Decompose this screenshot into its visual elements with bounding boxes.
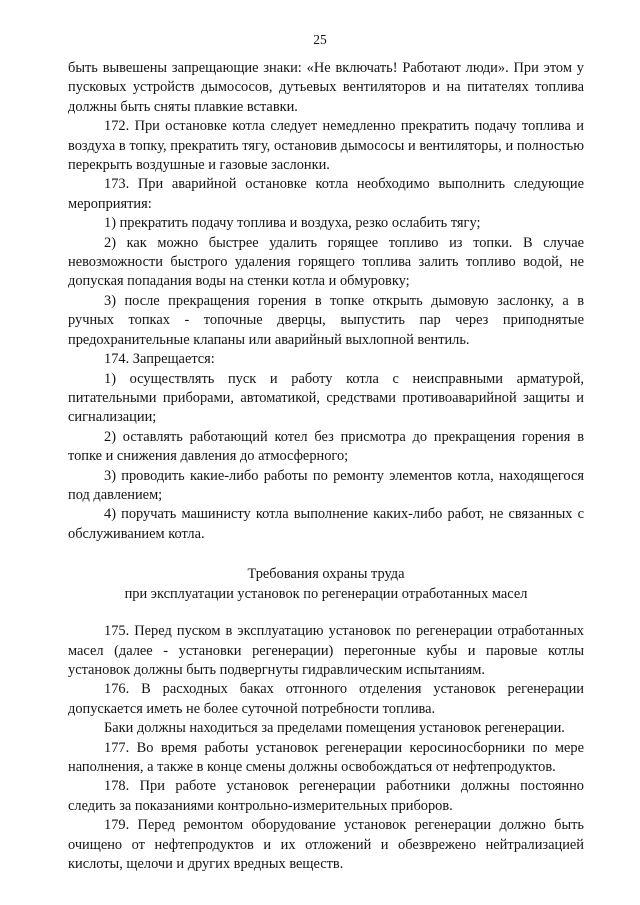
list-item: 3) после прекращения горения в топке открыть дымовую заслонку, а в ручных топках - топочные дверцы, выпустить пар через приподнятые предохранительные клапаны или аварийный выхлопной вентиль. [68,292,584,348]
paragraph-174: 174. Запрещается: [104,351,215,368]
list-item: 1) осуществлять пуск и работу котла с неисправными арматурой, питательными приборами, автоматикой, средствами противоаварийной защиты и сигнализации; [68,370,584,426]
list-item: 4) поручать машинисту котла выполнение каких-либо работ, не связанных с обслуживанием котла. [68,506,584,542]
section-subheading: при эксплуатации установок по регенерации отработанных масел [124,586,528,603]
document-body [68,59,584,874]
list-item: 3) проводить какие-либо работы по ремонту элементов котла, находящегося под давлением; [68,467,584,503]
list-item: 2) как можно быстрее удалить горящее топливо из топки. В случае невозможности быстрого удаления горящего топлива залить топливо водой, не допуская попадания воды на стенки котла и обмуровку; [68,234,584,290]
paragraph: Баки должны находиться за пределами помещения установок регенерации. [104,720,565,737]
paragraph-175: 175. Перед пуском в эксплуатацию установок по регенерации отработанных масел (далее - установки регенерации) перегонные кубы и паровые котлы установок должны быть подвергнуты гидравлическим испытаниям. [68,623,584,678]
paragraph-178: 178. При работе установок регенерации работники должны постоянно следить за показаниями контрольно-измерительных приборов. [68,778,584,814]
section-heading: Требования охраны труда [247,566,405,583]
list-item: 2) оставлять работающий котел без присмотра до прекращения горения в топке и снижения давления до атмосферного; [68,428,584,465]
paragraph-176: 176. В расходных баках отгонного отделения установок регенерации допускается иметь не более суточной потребности топлива. [68,681,584,717]
paragraph-172: 172. При остановке котла следует немедленно прекратить подачу топлива и воздуха в топку, прекратить тягу, остановив дымососы и вентиляторы, и полностью перекрыть воздушные и газовые заслонки. [68,118,584,174]
list-item: 1) прекратить подачу топлива и воздуха, резко ослабить тягу; [104,215,481,232]
paragraph-177: 177. Во время работы установок регенерации керосиносборники по мере наполнения, а также в конце смены должны освобождаться от нефтепродуктов. [68,739,584,775]
page-number: 25 [313,32,327,47]
paragraph-173: 173. При аварийной остановке котла необходимо выполнить следующие мероприятия: [68,176,584,212]
paragraph: быть вывешены запрещающие знаки: «Не включать! Работают люди». При этом у пусковых устройств дымососов, дутьевых вентиляторов и на питателях топлива должны быть сняты плавкие вставки. [68,60,584,115]
paragraph-179: 179. Перед ремонтом оборудование установок регенерации должно быть очищено от нефтепродуктов и их отложений и обезврежено нейтрализацией кислоты, щелочи и других вредных веществ. [68,817,584,873]
